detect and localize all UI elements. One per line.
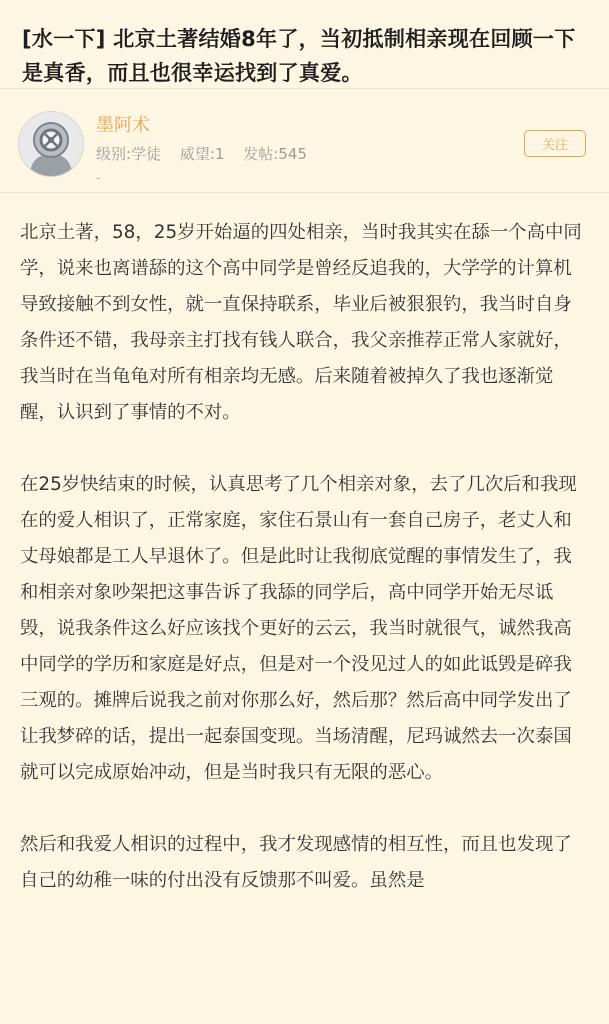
content-paragraph: 在25岁快结束的时候，认真思考了几个相亲对象，去了几次后和我现在的爱人相识了，正常家庭，家住石景山有一套自己房子，老丈人和丈母娘都是工人早退休了。但是此时让我彻底觉醒的事情发生了，我和相亲对象吵架把这事告诉了我舔的同学后，高中同学开始无尽诋毁，说我条件这么好应该找个更好的云云，我当时就很气，诚然我高中同学的学历和家庭是好点，但是对一个没见过人的如此诋毁是碎我三观的。摊牌后说我之前对你那么好，然后那？然后高中同学发出了让我梦碎的话，提出一起泰国变现。当场清醒，尼玛诚然去一次泰国就可以完成原始冲动，但是当时我只有无限的恶心。 [20,474,577,783]
post-content [0,193,609,899]
content-paragraph: 然后和我爱人相识的过程中，我才发现感情的相互性，而且也发现了自己的幼稚一味的付出没有反馈那不叫爱。虽然是 [20,834,572,891]
author-signature: - [96,171,101,186]
author-name[interactable]: 墨阿术 [96,115,150,136]
author-level: 级别:学徒 [96,145,162,163]
author-meta [96,143,321,164]
avatar[interactable] [18,111,84,177]
author-prestige: 威望:1 [179,145,225,163]
diver-helmet-icon [19,112,83,176]
post-title: [水一下] 北京土著结婚8年了，当初抵制相亲现在回顾一下是真香，而且也很幸运找到了真爱。 [22,27,576,85]
author-card [0,89,609,192]
author-posts: 发帖:545 [243,145,307,163]
follow-button[interactable]: 关注 [524,130,586,157]
content-paragraph: 北京土著，58，25岁开始逼的四处相亲，当时我其实在舔一个高中同学，说来也离谱舔的这个高中同学是曾经反追我的，大学学的计算机导致接触不到女性，就一直保持联系，毕业后被狠狠钓，我当时自身条件还不错，我母亲主打找有钱人联合，我父亲推荐正常人家就好，我当时在当龟龟对所有相亲均无感。后来随着被掉久了我也逐渐觉醒，认识到了事情的不对。 [20,222,582,423]
